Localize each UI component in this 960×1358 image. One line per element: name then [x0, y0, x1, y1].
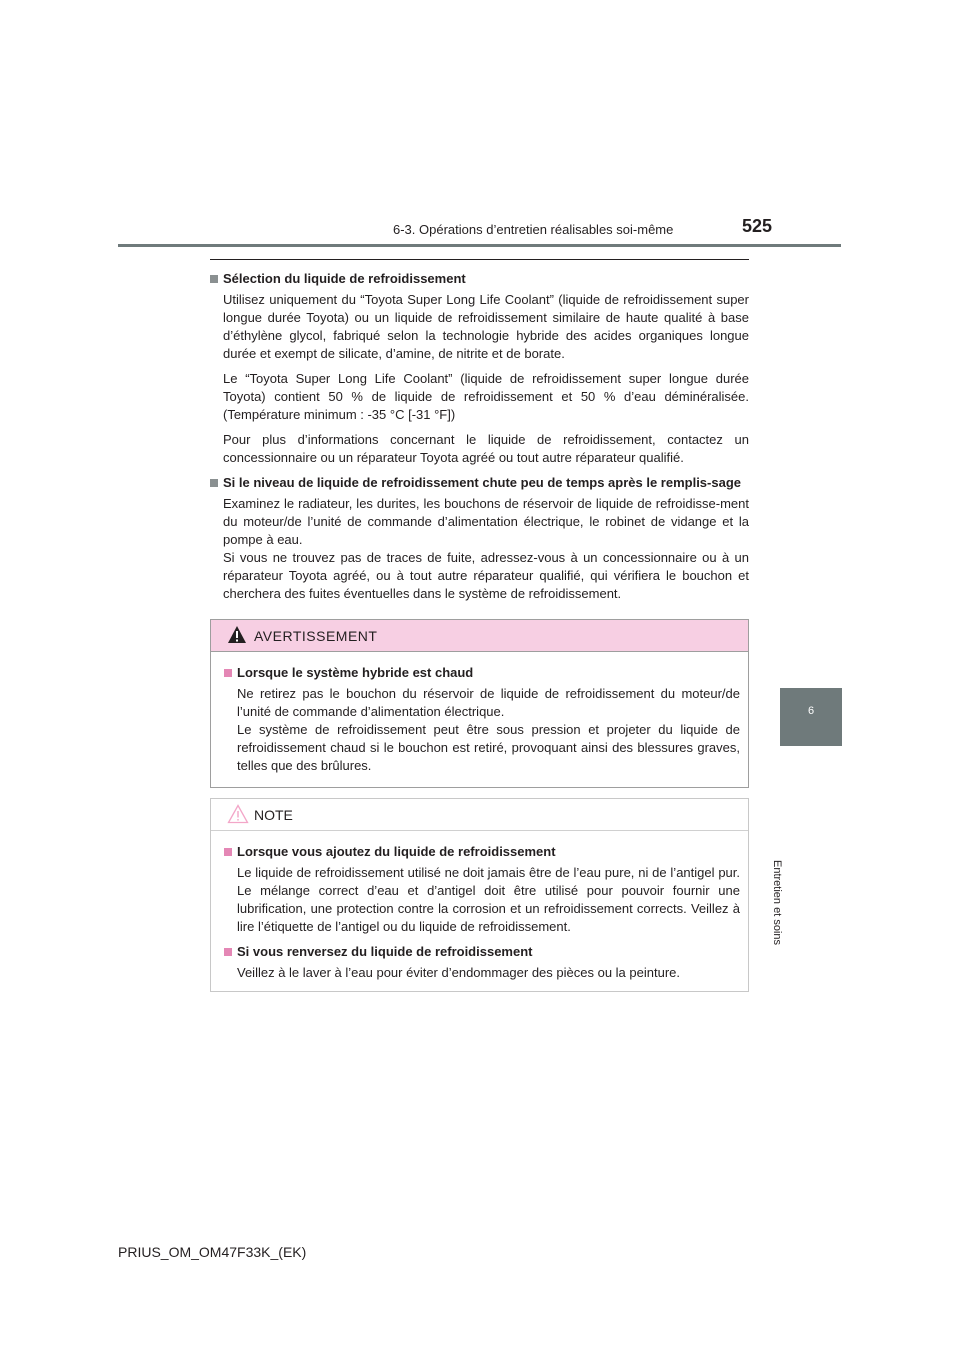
- square-bullet-icon: [224, 948, 232, 956]
- page-number: 525: [742, 216, 773, 236]
- square-bullet-icon: [224, 848, 232, 856]
- note-heading-text: Si vous renversez du liquide de refroidissement: [237, 944, 533, 959]
- warning-header: [211, 620, 748, 652]
- square-bullet-icon: [224, 669, 232, 677]
- document-code: PRIUS_OM_OM47F33K_(EK): [118, 1244, 307, 1260]
- warning-heading: [224, 664, 740, 682]
- paragraph: Veillez à le laver à l’eau pour éviter d’endommager des pièces ou la peinture.: [237, 965, 680, 980]
- paragraph: Examinez le radiateur, les durites, les bouchons de réservoir de liquide de refroidisse-ment du moteur/de l’unité de commande d’alimentation électrique, le robinet de vidange et la pompe à eau.: [223, 496, 749, 547]
- note-heading-text: Lorsque vous ajoutez du liquide de refroidissement: [237, 844, 556, 859]
- warning-title: AVERTISSEMENT: [254, 628, 378, 644]
- note-box: [210, 798, 749, 992]
- paragraph: Si vous ne trouvez pas de traces de fuite, adressez-vous à un concessionnaire ou à un réparateur Toyota agréé, ou à tout autre réparateur qualifié, qui vérifiera le bouchon et cherchera des fuites éventuelles dans le système de refroidissement.: [223, 550, 749, 601]
- caution-triangle-icon: [227, 804, 249, 827]
- note-heading: [224, 943, 740, 961]
- warning-body: [211, 652, 748, 775]
- paragraph: Ne retirez pas le bouchon du réservoir de liquide de refroidissement du moteur/de l’unité de commande d’alimentation électrique.: [237, 686, 740, 719]
- main-content: [210, 270, 749, 610]
- paragraph: Utilisez uniquement du “Toyota Super Long Life Coolant” (liquide de refroidissement super longue durée Toyota) ou un liquide de refroidissement similaire de haute qualité à base d’éthylène glycol, fabriqué selon la technologie hybride des acides organiques longue durée et exempt de silicate, d’amine, de nitrite et de borate.: [223, 292, 749, 361]
- note-title: NOTE: [254, 807, 293, 823]
- square-bullet-icon: [210, 479, 218, 487]
- warning-triangle-icon: [227, 625, 247, 647]
- square-bullet-icon: [210, 275, 218, 283]
- warning-heading-text: Lorsque le système hybride est chaud: [237, 665, 474, 680]
- section-heading: [210, 270, 749, 288]
- section-heading: [210, 474, 749, 492]
- warning-box: [210, 619, 749, 788]
- section-heading-text: Sélection du liquide de refroidissement: [223, 271, 466, 286]
- paragraph: Le système de refroidissement peut être sous pression et projeter du liquide de refroidissement chaud si le bouchon est retiré, provoquant ainsi des blessures graves, telles que des brûlures.: [237, 722, 740, 773]
- chapter-title: Entretien et soins: [771, 860, 783, 945]
- header-divider: [118, 244, 841, 247]
- content-divider: [210, 259, 749, 260]
- note-heading: [224, 843, 740, 861]
- paragraph: Le liquide de refroidissement utilisé ne doit jamais être de l’eau pure, ni de l’antigel pur. Le mélange correct d’eau et d’antigel doit être utilisé pour pouvoir fournir une lubrification, une protection contre la corrosion et un refroidissement corrects. Veillez à lire l’étiquette de l’antigel ou du liquide de refroidissement.: [237, 865, 740, 934]
- chapter-tab: 6: [780, 688, 842, 746]
- section-title: 6-3. Opérations d’entretien réalisables soi-même: [393, 222, 674, 237]
- paragraph: Le “Toyota Super Long Life Coolant” (liquide de refroidissement super longue durée Toyota) contient 50 % de liquide de refroidissement et 50 % d’eau déminéralisée. (Température minimum : -35 °C [-31 °F]): [223, 371, 749, 422]
- note-header: [211, 799, 748, 831]
- paragraph: Pour plus d’informations concernant le liquide de refroidissement, contactez un concessionnaire ou un réparateur Toyota agréé ou tout autre réparateur qualifié.: [223, 432, 749, 465]
- section-heading-text: Si le niveau de liquide de refroidissement chute peu de temps après le remplis-sage: [223, 475, 742, 490]
- note-body: [211, 831, 748, 982]
